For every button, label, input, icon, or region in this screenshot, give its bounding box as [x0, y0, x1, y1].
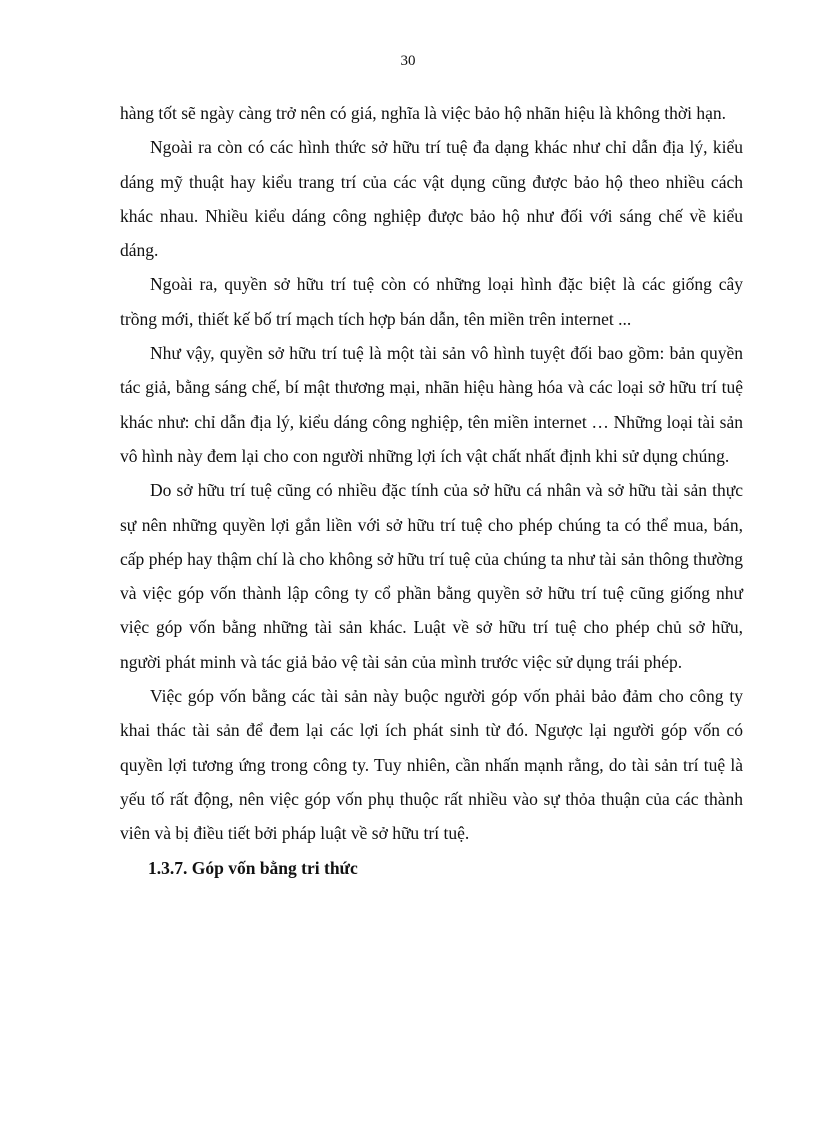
paragraph-ip-intangible-asset: Như vậy, quyền sở hữu trí tuệ là một tài sản vô hình tuyệt đối bao gồm: bản quyền tác giả, bằng sáng chế, bí mật thương mại, nhãn hiệu hàng hóa và các loại sở hữu trí tuệ khác như: chỉ dẫn địa lý, kiểu dáng công nghiệp, tên miền internet … Những loại tài sản vô hình này đem lại cho con người những lợi ích vật chất nhất định khi sử dụng chúng.: [120, 343, 743, 466]
paragraph-special-ip-types: Ngoài ra, quyền sở hữu trí tuệ còn có những loại hình đặc biệt là các giống cây trồng mới, thiết kế bố trí mạch tích hợp bán dẫn, tên miền trên internet ...: [120, 274, 743, 329]
body-text: [120, 96, 743, 885]
paragraph-other-ip-forms: Ngoài ra còn có các hình thức sở hữu trí tuệ đa dạng khác như chỉ dẫn địa lý, kiểu dáng mỹ thuật hay kiểu trang trí của các vật dụng cũng được bảo hộ theo nhiều cách khác nhau. Nhiều kiểu dáng công nghiệp được bảo hộ như đối với sáng chế về kiểu dáng.: [120, 137, 743, 261]
page-number: 30: [400, 53, 416, 69]
paragraph-capital-contribution: Việc góp vốn bằng các tài sản này buộc người góp vốn phải bảo đảm cho công ty khai thác tài sản để đem lại các lợi ích phát sinh từ đó. Ngược lại người góp vốn có quyền lợi tương ứng trong công ty. Tuy nhiên, cần nhấn mạnh rằng, do tài sản trí tuệ là yếu tố rất động, nên việc góp vốn phụ thuộc rất nhiều vào sự thỏa thuận của các thành viên và bị điều tiết bởi pháp luật về sở hữu trí tuệ.: [120, 686, 743, 844]
paragraph-ip-property-rights: Do sở hữu trí tuệ cũng có nhiều đặc tính của sở hữu cá nhân và sở hữu tài sản thực sự nên những quyền lợi gắn liền với sở hữu trí tuệ cho phép chúng ta có thể mua, bán, cấp phép hay thậm chí là cho không sở hữu trí tuệ của chúng ta như tài sản thông thường và việc góp vốn thành lập công ty cổ phần bằng quyền sở hữu trí tuệ cũng giống như việc góp vốn bằng những tài sản khác. Luật về sở hữu trí tuệ cho phép chủ sở hữu, người phát minh và tác giả bảo vệ tài sản của mình trước việc sử dụng trái phép.: [120, 480, 743, 672]
section-heading: 1.3.7. Góp vốn bằng tri thức: [148, 857, 358, 878]
paragraph-continuation: hàng tốt sẽ ngày càng trở nên có giá, nghĩa là việc bảo hộ nhãn hiệu là không thời hạn.: [120, 103, 727, 123]
